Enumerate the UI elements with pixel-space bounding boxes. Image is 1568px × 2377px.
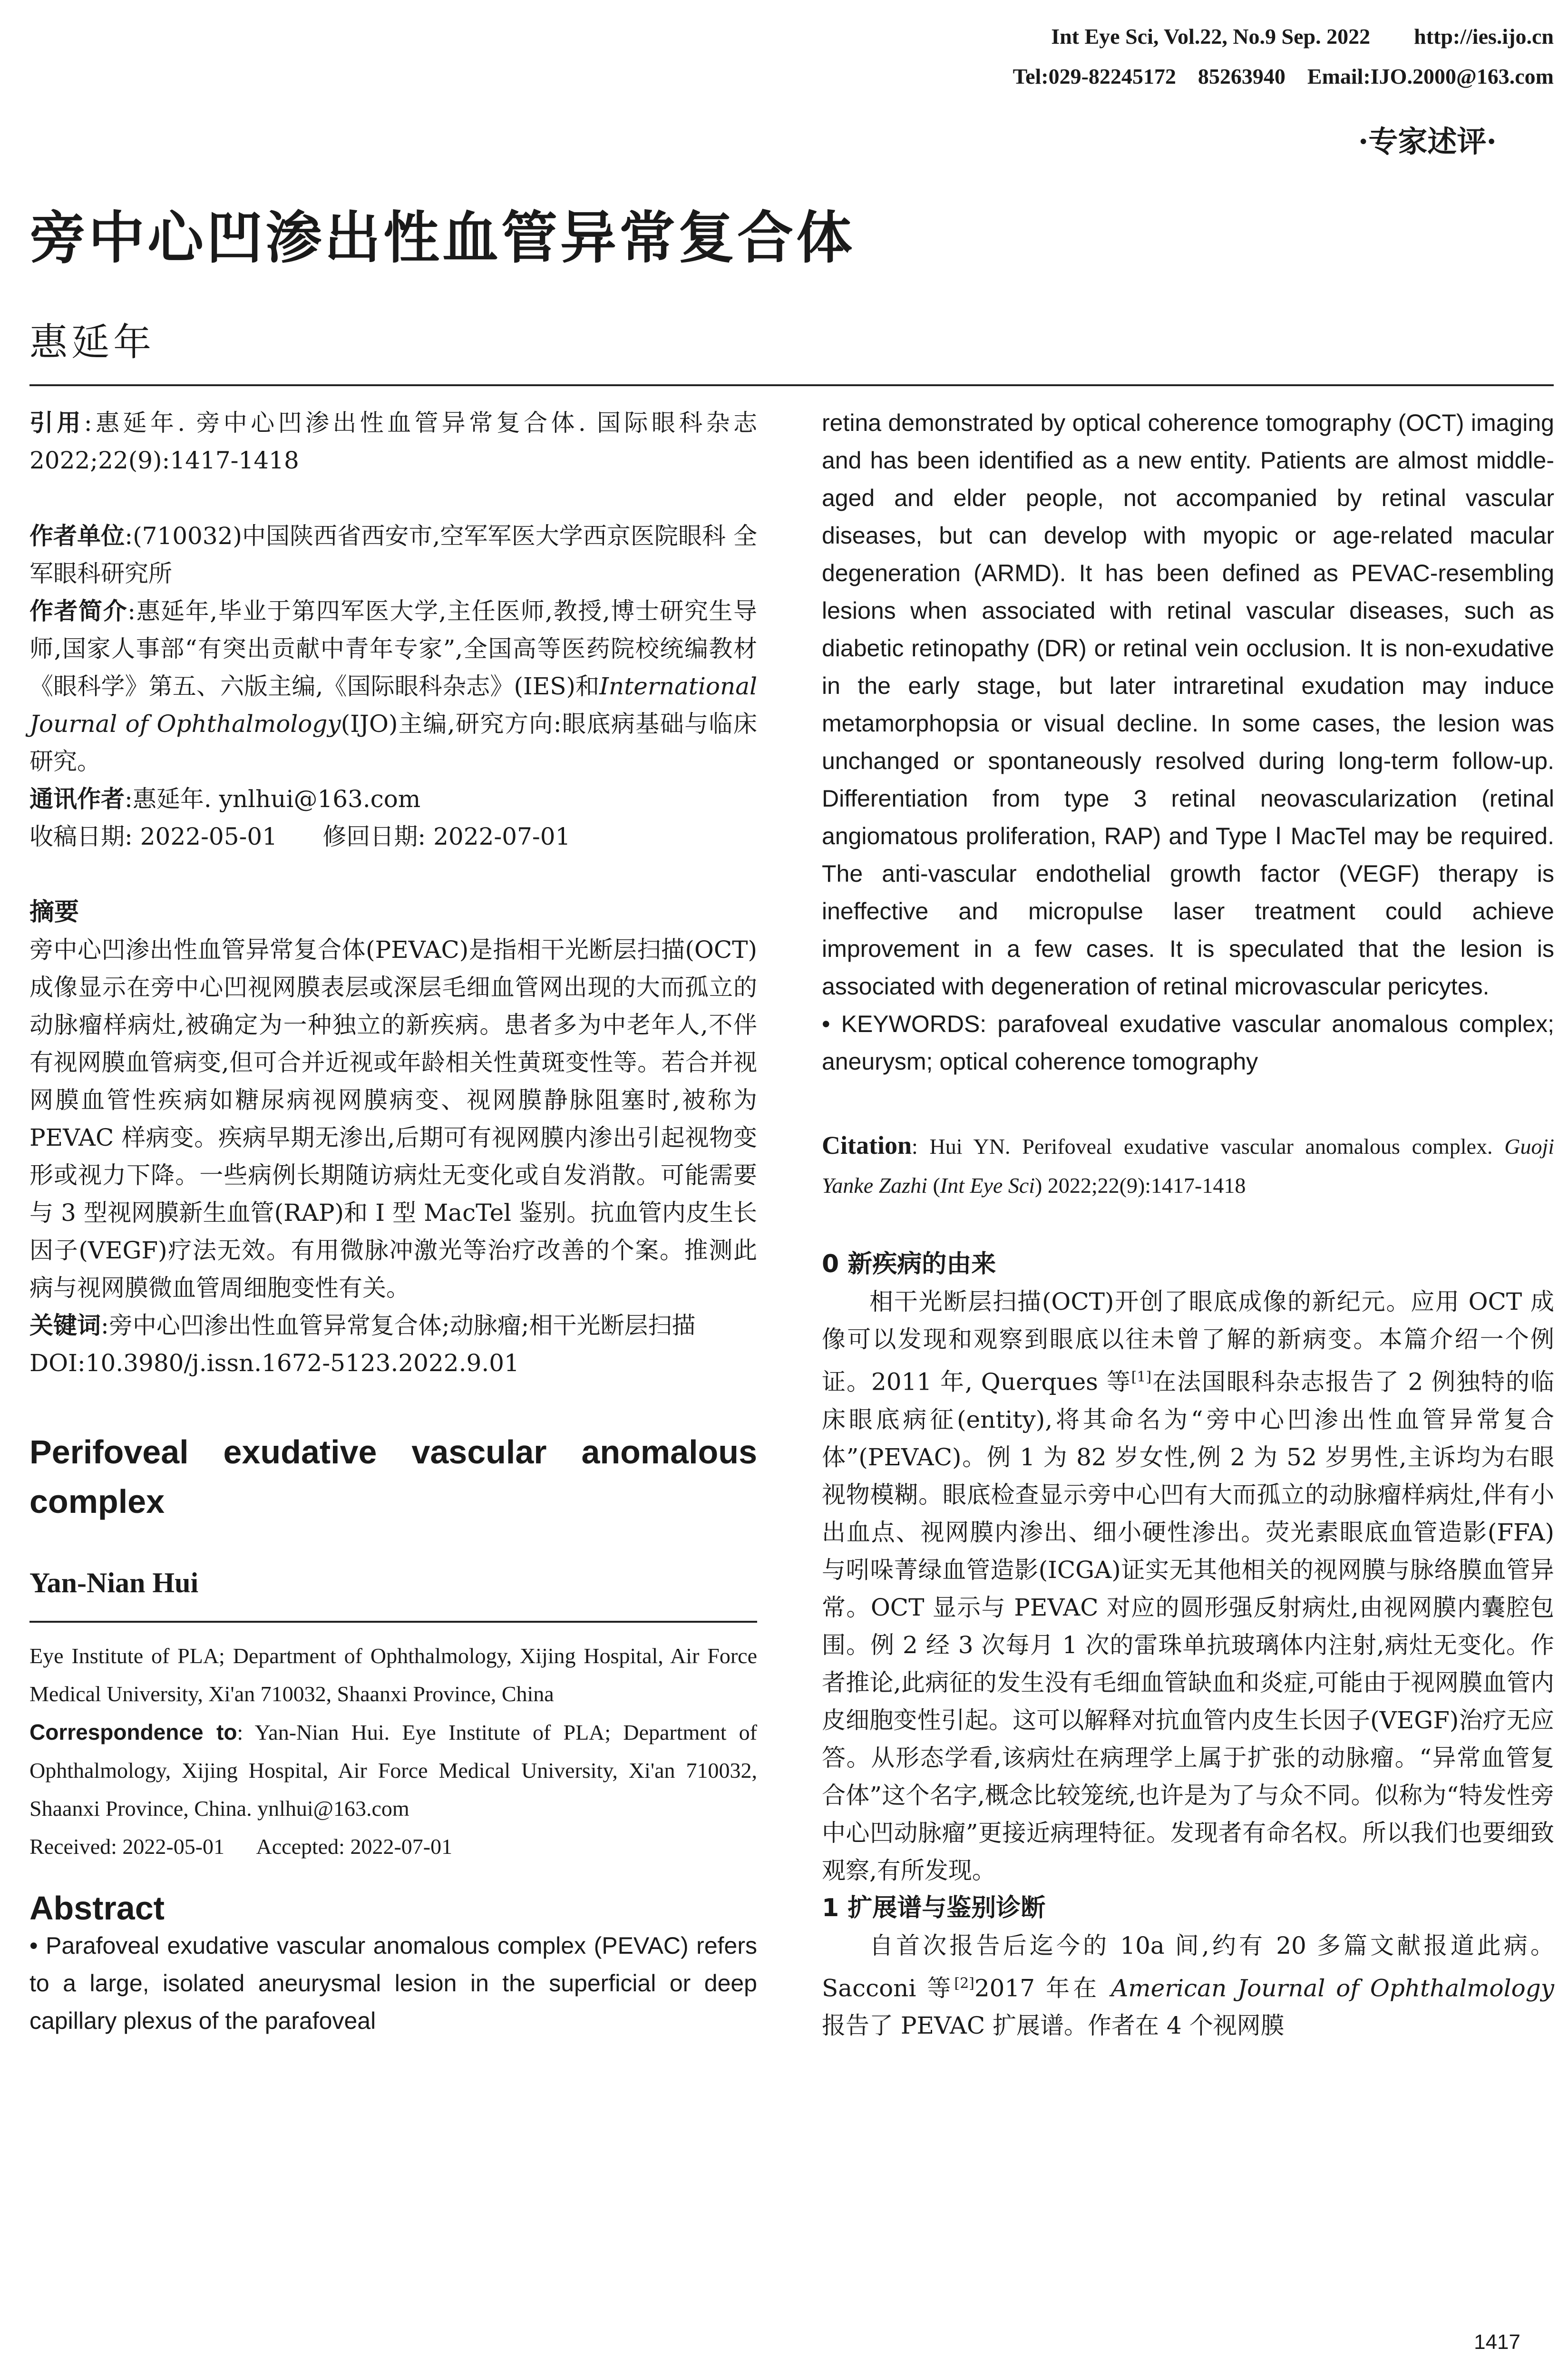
affiliation-cn [29,517,757,593]
citation-en: Citation: Hui YN. Perifoveal exudative vascular anomalous complex. Guoji Yanke Zazhi (Int Eye Sci) 2022;22(9):1417-1418 [822,1131,1555,1198]
citation-en-journal: Guoji Yanke Zazhi [822,1134,1555,1198]
journal-header-line1: Int Eye Sci, Vol.22, No.9 Sep. 2022 http://ies.ijo.cn [1051,24,1554,49]
keywords-cn-text: :旁中心凹渗出性血管异常复合体;动脉瘤;相干光断层扫描 [101,1312,696,1339]
author-bio-text1: :惠延年,毕业于第四军医大学,主任医师,教授,博士研究生导师,国家人事部“有突出贡献中青年专家”,全国高等医药院校统编教材《眼科学》第五、六版主编,《国际眼科杂志》(IES)和 [29,597,758,700]
citation-cn-text: :惠延年. 旁中心凹渗出性血管异常复合体. 国际眼科杂志 2022;22(9):1417-1418 [29,409,758,474]
affiliation-cn-label: 作者单位 [29,522,125,550]
correspondence-en-label: Correspondence to [29,1720,237,1744]
author-bio-text2: (IJO)主编,研究方向:眼底病基础与临床研究。 [29,710,757,775]
author-bio-label: 作者简介 [29,597,128,625]
corresponding-author-text: :惠延年. ynlhui@163.com [125,785,421,813]
section-0-text-b: 在法国眼科杂志报告了 2 例独特的临床眼底病征(entity),将其命名为“旁中心凹渗出性血管异常复合体”(PEVAC)。例 1 为 82 岁女性,例 2 为 52 岁男性,主诉均为右眼视物模糊。眼底检查显示旁中心凹有大而孤立的动脉瘤样病灶,伴有小出血点、视网膜内渗出、细小硬性渗出。荧光素眼底血管造影(FFA)与吲哚菁绿血管造影(ICGA)证实无其他相关的视网膜与脉络膜血管异常。OCT 显示与 PEVAC 对应的圆形强反射病灶,由视网膜内囊腔包围。例 2 经 3 次每月 1 次的雷珠单抗玻璃体内注射,病灶无变化。作者推论,此病征的发生没有毛细血管缺血和炎症,可能由于视网膜血管内皮细胞变性引起。这可以解释对抗血管内皮生长因子(VEGF)治疗无应答。从形态学看,该病灶在病理学上属于扩张的动脉瘤。“异常血管复合体”这个名字,概念比较笼统,也许是为了与众不同。似称为“特发性旁中心凹动脉瘤”更接近病理特征。发现者有命名权。所以我们也要细致观察,有所发现。 [822,1368,1554,1884]
left-column [29,404,757,2040]
author-name-en: Yan-Nian Hui [29,1567,199,1598]
section-tag: ·专家述评· [1358,124,1497,159]
section-1-journal: American Journal of Ophthalmology [1111,1974,1554,2002]
corresponding-author-cn [29,780,757,818]
reference-2: [2] [954,1975,974,1992]
correspondence-en [29,1713,757,1828]
citation-cn-label: 引用 [29,409,84,437]
keywords-en: • KEYWORDS: parafoveal exudative vascular anomalous complex; aneurysm; optical coherence tomography [822,1011,1554,1075]
section-1-text-a: 自首次报告后迄今的 10a 间,约有 20 多篇文献报道此病。Sacconi 等 [822,1931,1554,2002]
citation-en-label: Citation [822,1131,912,1159]
reference-1: [1] [1131,1369,1152,1385]
article-title-cn: 旁中心凹渗出性血管异常复合体 [29,205,856,271]
abstract-en-start: • Parafoveal exudative vascular anomalous complex (PEVAC) refers to a large, isolated aneurysmal lesion in the superficial or deep capillary plexus of the parafoveal [29,1932,757,2034]
section-1-text-b: 2017 年在 [974,1974,1101,2002]
doi: DOI:10.3980/j.issn.1672-5123.2022.9.01 [29,1349,519,1377]
page-number: 1417 [1474,2330,1520,2354]
journal-header-line2: Tel:029-82245172 85263940 Email:IJO.2000@163.com [1013,64,1554,88]
keywords-cn [29,1307,757,1344]
section-0-paragraph [822,1283,1554,1890]
author-bio-cn [29,593,757,780]
title-divider [29,384,1554,386]
dates-cn: 收稿日期: 2022-05-01 修回日期: 2022-07-01 [29,823,571,850]
citation-en-journal-abbrev: Int Eye Sci [940,1173,1035,1198]
citation-en-text1: : Hui YN. Perifoveal exudative vascular anomalous complex. [912,1134,1493,1159]
abstract-cn-text: 旁中心凹渗出性血管异常复合体(PEVAC)是指相干光断层扫描(OCT)成像显示在旁中心凹视网膜表层或深层毛细血管网出现的大而孤立的动脉瘤样病灶,被确定为一种独立的新疾病。患者多为中老年人,不伴有视网膜血管病变,但可合并近视或年龄相关性黄斑变性等。若合并视网膜血管性疾病如糖尿病视网膜病变、视网膜静脉阻塞时,被称为 PEVAC 样病变。疾病早期无渗出,后期可有视网膜内渗出引起视物变形或视力下降。一些病例长期随访病灶无变化或自发消散。可能需要与 3 型视网膜新生血管(RAP)和 Ⅰ 型 MacTel 鉴别。抗血管内皮生长因子(VEGF)疗法无效。有用微脉冲激光等治疗改善的个案。推测此病与视网膜微血管周细胞变性有关。 [29,936,757,1302]
article-title-en: Perifoveal exudative vascular anomalous complex [29,1433,757,1520]
author-name-cn: 惠延年 [29,320,155,364]
section-1-paragraph [822,1927,1554,2045]
citation-en-text2: ) 2022;22(9):1417-1418 [1035,1173,1246,1198]
abstract-en-heading: Abstract [29,1890,165,1927]
citation-cn [29,404,757,479]
section-1-text-c: 报告了 PEVAC 扩展谱。作者在 4 个视网膜 [822,2012,1285,2040]
correspondence-en-text: : Yan-Nian Hui. Eye Institute of PLA; Department of Ophthalmology, Xijing Hospital, Air Force Medical University, Xi'an 710032, Shaanxi Province, China. ynlhui@163.com [29,1720,757,1821]
section-0-text-a: 相干光断层扫描(OCT)开创了眼底成像的新纪元。应用 OCT 成像可以发现和观察到眼底以往未曾了解的新病变。本篇介绍一个例证。2011 年, Querques 等 [822,1288,1554,1396]
section-0-heading: 0 新疾病的由来 [822,1250,996,1278]
dates-en: Received: 2022-05-01 Accepted: 2022-07-01 [29,1834,453,1859]
corresponding-author-label: 通讯作者 [29,785,125,813]
author-bio-journal: International Journal of Ophthalmology [29,672,757,738]
section-1-heading: 1 扩展谱与鉴别诊断 [822,1893,1046,1922]
abstract-en-continued: retina demonstrated by optical coherence tomography (OCT) imaging and has been identified as a new entity. Patients are almost middle-aged and elder people, not accompanied by retinal vascular diseases, but can develop with myopic or age-related macular degeneration (ARMD). It has been defined as PEVAC-resembling lesions when associated with retinal vascular diseases, such as diabetic retinopathy (DR) or retinal vein occlusion. It is non-exudative in the early stage, but later intraretinal exudation may induce metamorphopsia or visual decline. In some cases, the lesion was unchanged or spontaneously resolved during long-term follow-up. Differentiation from type 3 retinal neovascularization (retinal angiomatous proliferation, RAP) and Type Ⅰ MacTel may be required. The anti-vascular endothelial growth factor (VEGF) therapy is ineffective and micropulse laser treatment could achieve improvement in a few cases. It is speculated that the lesion is associated with degeneration of retinal microvascular pericytes. [822,409,1554,1000]
right-column [822,404,1554,2045]
affiliation-en: Eye Institute of PLA; Department of Ophthalmology, Xijing Hospital, Air Force Medical University, Xi'an 710032, Shaanxi Province, China [29,1644,757,1706]
affiliation-cn-text: :(710032)中国陕西省西安市,空军军医大学西京医院眼科 全军眼科研究所 [29,522,758,587]
keywords-cn-label: 关键词 [29,1312,101,1339]
abstract-cn-heading: 摘要 [29,898,79,926]
